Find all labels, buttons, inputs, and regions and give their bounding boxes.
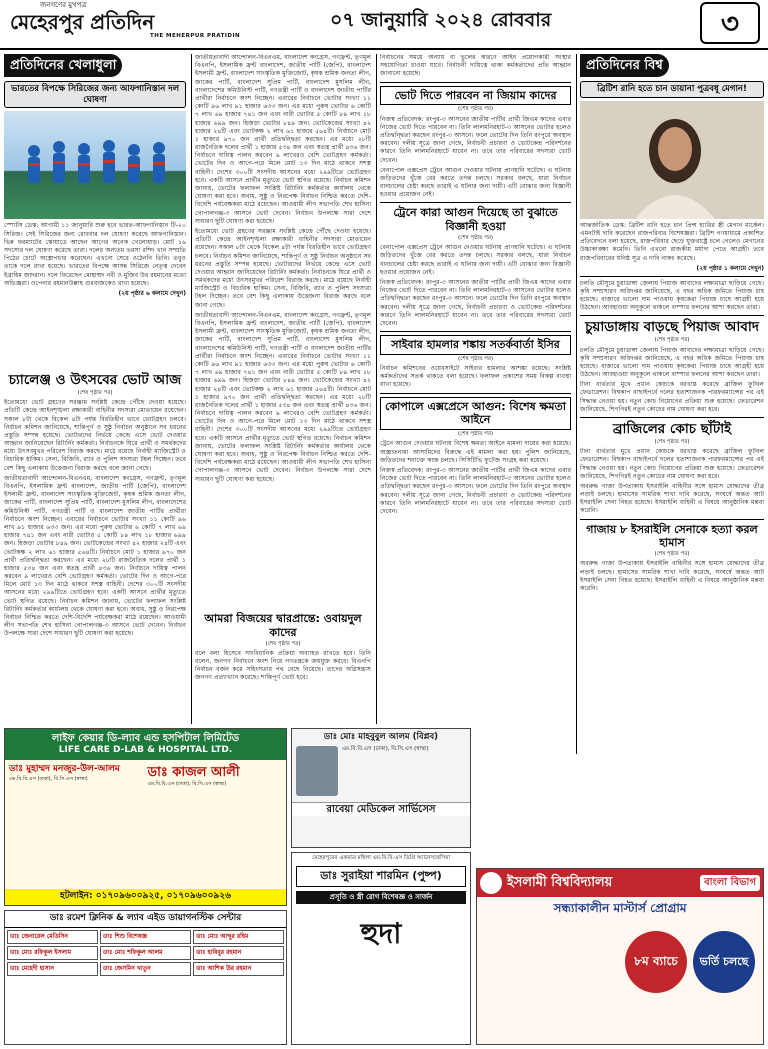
divider: [580, 519, 764, 520]
masthead: [0, 0, 768, 50]
iu-batch-badge: ৮ম ব্যাচে: [625, 931, 687, 993]
ramesh-clinic-ad: [4, 910, 287, 1045]
lifecare-doctors: [5, 760, 286, 792]
iu-department: বাংলা বিভাগ: [700, 875, 760, 890]
doctor-service: রাবেয়া মেডিকেল সার্ভিসেস: [292, 802, 470, 816]
zia-kicker: (শেষ পৃষ্ঠার পর): [457, 106, 493, 113]
newspaper-english-name: THE MEHERPUR PRATIDIN: [150, 33, 241, 39]
world-headline: ব্রিটিশ রানি হতে চান ডায়ানা পুত্রবধূ মেগান!: [580, 81, 764, 98]
challenge-body: ইতোমধ্যে ভোট গ্রহণের সরঞ্জাম সংশ্লিষ্ট কেন্দ্রে পৌঁছে দেওয়া হয়েছে। প্রতিটি কেন্দ্রে আইনশৃঙ্খলা রক্ষাকারী বাহিনীর সদস্যরা মোতায়েন রয়েছেন। সকাল ৮টা থেকে বিকেল ৪টা পর্যন্ত বিরতিহীন ভাবে ভোটগ্রহণ চলবে। নির্বাচন কমিশন জানিয়েছে, শান্তিপূর্ণ ও সুষ্ঠু নির্বাচন অনুষ্ঠানে সব ধরনের প্রস্তুতি সম্পন্ন হয়েছে। ভোটারদের নির্ভয়ে কেন্দ্রে এসে ভোট দেওয়ার আহ্বান জানিয়েছেন রিটার্নিং কর্মকর্তা। নির্বাচনকে ঘিরে প্রার্থী ও সমর্থকদের মধ্যে উৎসবমুখর পরিবেশ বিরাজ করছে। মাঠে রয়েছে নির্বাহী ম্যাজিস্ট্রেট ও বিচারিক হাকিম। সেনা, বিজিবি, র‌্যাব ও পুলিশ সদস্যরা টহল দিচ্ছেন। তবে বেশ কিছু এলাকায় উত্তেজনা বিরাজ করছে বলে জানা গেছে।: [4, 399, 186, 472]
onion-kicker: (শেষ পৃষ্ঠার পর): [654, 337, 690, 344]
lifecare-hospital-ad: [4, 728, 287, 906]
divider: [380, 331, 571, 332]
doctor-name: ডাঃ মোঃ মাহবুবুল আলম (বিপ্লব): [323, 732, 439, 742]
ramesh-doctor: ডাঃ জেসমিন খাতুন: [100, 962, 191, 976]
issue-date: ০৭ জানুয়ারি ২০২৪ রোববার: [330, 9, 552, 31]
doctor-profile-body: [292, 746, 470, 796]
doctor-photo: [296, 746, 338, 796]
kopal-kicker: (শেষ পৃষ্ঠার পর): [457, 431, 493, 438]
winning-article: [191, 612, 371, 724]
suraiya-top: মেহেরপুরের একমাত্র মহিলা এম.বি.বি.এস ডিগ্রি অ্যানেসথেসিয়া: [312, 855, 450, 861]
kopal-body: ট্রেনে আগুন দেওয়ার ঘটনায় বিশেষ ক্ষমতা আইনে মামলা দায়ের করা হয়েছে। অজ্ঞাতনামা আসামিদের বিরুদ্ধে এই মামলা করা হয়। পুলিশ জানিয়েছে, জড়িতদের শনাক্তে কাজ চলছে। সিসিটিভি ফুটেজ সংগ্রহ করা হয়েছে।: [380, 440, 571, 464]
iu-badges: [477, 921, 763, 1003]
divider: [380, 202, 571, 203]
brazil-body-cont: অবরুদ্ধ গাজা উপত্যকায় ইসরাইলি বাহিনীর সঙ্গে হামাস যোদ্ধাদের তীব্র লড়াই চলছে। হামাসের সামরিক শাখা দাবি করেছে, সংঘর্ষে অন্তত আট ইসরাইলি সেনা নিহত হয়েছে। ইসরাইলি বাহিনী এ বিষয়ে আনুষ্ঠানিক মন্তব্য করেনি।: [580, 482, 764, 515]
hamas-kicker: (শেষ পৃষ্ঠার পর): [654, 551, 690, 558]
challenge-kicker: (শেষ পৃষ্ঠার পর): [77, 389, 113, 396]
challenge-body-cont: জাতীয়তাবাদী আন্দোলন-বিএনএম, বাংলাদেশ কংগ্রেস, গণফ্রন্ট, তৃণমূল বিএনপি, ইসলামিক ফ্রন্ট বাংলাদেশ, জাতীয় পার্টি (জেপি), বাংলাদেশ ইসলামী ফ্রন্ট, বাংলাদেশ সাংস্কৃতিক মুক্তিজোট, কৃষক শ্রমিক জনতা লীগ, জাকের পার্টি, বাংলাদেশ সুপ্রিম পার্টি, বাংলাদেশ মুসলিম লীগ, বাংলাদেশের কমিউনিস্ট পার্টি, গণতন্ত্রী পার্টি ও বাংলাদেশ জাতীয় পার্টির প্রার্থীরা নির্বাচনে অংশ নিচ্ছেন। এবারের নির্বাচনে ভোটার সংখ্যা ১১ কোটি ৯৬ লাখ ৯১ হাজার ৬৩৩ জন। এর মধ্যে পুরুষ ভোটার ৬ কোটি ৭ লাখ ৬৯ হাজার ৭৪১ জন এবং নারী ভোটার ৫ কোটি ৮৯ লাখ ১৮ হাজার ৬৯৯ জন। হিজড়া ভোটার ৮৪৯ জন। ভোটকেন্দ্রের সংখ্যা ৪২ হাজার ২৪টি এবং ভোটকক্ষ ২ লাখ ৬১ হাজার ৫৬৪টি। নির্বাচনে মোট ১ হাজার ৯৭০ জন প্রার্থী প্রতিদ্বন্দ্বিতা করছেন। এর মধ্যে ২৮টি রাজনৈতিক দলের প্রার্থী ১ হাজার ৫৩৪ জন এবং স্বতন্ত্র প্রার্থী ৪৩৬ জন। নির্বাচনে দায়িত্ব পালন করবেন ৯ লাখেরও বেশি ভোটগ্রহণ কর্মকর্তা। ভোটের দিন ও আগে-পরে মিলে মোট ১৩ দিন মাঠে থাকবে সশস্ত্র বাহিনী। দেশের ৩০০টি সংসদীয় আসনের মধ্যে ২৯৯টিতে ভোটগ্রহণ হবে। একটি আসনে প্রার্থীর মৃত্যুতে ভোট স্থগিত রয়েছে। নির্বাচন কমিশন জানায়, ভোটের ফলাফল সংশ্লিষ্ট রিটার্নিং কর্মকর্তার কার্যালয় থেকে ঘোষণা করা হবে। অবাধ, সুষ্ঠু ও নিরপেক্ষ নির্বাচন নিশ্চিত করতে দেশি-বিদেশি পর্যবেক্ষকরা মাঠে রয়েছেন। আওয়ামী লীগ সভাপতি শেখ হাসিনা গোপালগঞ্জ-৩ আসনে ভোট দেবেন। নির্বাচন উপলক্ষে সারা দেশে সাধারণ ছুটি ঘোষণা করা হয়েছে।: [4, 474, 186, 638]
world-section: [576, 54, 764, 754]
iu-title: ইসলামী বিশ্ববিদ্যালয়: [507, 875, 613, 891]
iu-header: [477, 869, 763, 897]
hamas-headline: গাজায় ৮ ইসরাইলি সেনাকে হত্যা করল হামাস: [586, 522, 758, 550]
winning-headline: আমরা বিজয়ের দ্বারপ্রান্তে: ওবায়দুল কাদের: [204, 612, 362, 639]
world-body-cont: চলতি মৌসুমে চুয়াডাঙ্গা জেলায় পিয়াজ আবাদের লক্ষ্যমাত্রা ছাড়িয়ে গেছে। কৃষি সম্প্রসারণ অধিদপ্তর জানিয়েছে, এ বছর অধিক জমিতে পিয়াজ চাষ হয়েছে। বাজারে ভালো দাম পাওয়ায় কৃষকেরা পিয়াজ চাষে আগ্রহী হয়ে উঠছেন। আবহাওয়া অনুকূলে থাকলে বাম্পার ফলনের আশা করছেন তারা।: [580, 279, 764, 312]
election-article-body-2: ইতোমধ্যে ভোট গ্রহণের সরঞ্জাম সংশ্লিষ্ট কেন্দ্রে পৌঁছে দেওয়া হয়েছে। প্রতিটি কেন্দ্রে আইনশৃঙ্খলা রক্ষাকারী বাহিনীর সদস্যরা মোতায়েন রয়েছেন। সকাল ৮টা থেকে বিকেল ৪টা পর্যন্ত বিরতিহীন ভাবে ভোটগ্রহণ চলবে। নির্বাচন কমিশন জানিয়েছে, শান্তিপূর্ণ ও সুষ্ঠু নির্বাচন অনুষ্ঠানে সব ধরনের প্রস্তুতি সম্পন্ন হয়েছে। ভোটারদের নির্ভয়ে কেন্দ্রে এসে ভোট দেওয়ার আহ্বান জানিয়েছেন রিটার্নিং কর্মকর্তা। নির্বাচনকে ঘিরে প্রার্থী ও সমর্থকদের মধ্যে উৎসবমুখর পরিবেশ বিরাজ করছে। মাঠে রয়েছে নির্বাহী ম্যাজিস্ট্রেট ও বিচারিক হাকিম। সেনা, বিজিবি, র‌্যাব ও পুলিশ সদস্যরা টহল দিচ্ছেন। তবে বেশ কিছু এলাকায় উত্তেজনা বিরাজ করছে বলে জানা গেছে।: [195, 227, 371, 309]
suraiya-center-name: হুদা: [360, 917, 402, 950]
sports-article-body: স্পোর্টস ডেস্ক: আগামী ১১ জানুয়ারি শুরু হবে ভারত-আফগানিস্তান টি-২০ সিরিজ। সেই সিরিজের জন্য রোববার দল ঘোষণা করেছে আফগানিস্তান। ভিন্ন ফরম্যাটের স্কোয়াডে আছেন আগের অনেক খেলোয়াড়। মোট ১৬ সদস্যের দল ঘোষণা করেছে তারা। দলের অন্যতম ভরসা রশিদ খান সম্প্রতি পিঠের চোটে অস্ত্রোপচার করেছেন। এখনো সেরে ওঠেননি তিনি। তবুও তাকে দলে রাখা হয়েছে। ভারতের বিপক্ষে আসন্ন সিরিজে নেতৃত্ব দেবেন ইব্রাহিম জাদরান। দলে ফিরেছেন মোহাম্মদ নবী ও মুজিব উর রহমানের মতো অভিজ্ঞরা। ওপেনার রহমানউল্লাহ গুরবাজকেও রাখা হয়েছে।: [4, 222, 186, 287]
ramesh-doctor: ডাঃ হাবিবুর রহমান: [193, 946, 284, 960]
zia-body-cont: বেনাপোল এক্সপ্রেস ট্রেনে আগুন দেওয়ার ঘটনায় প্রাণহানি ঘটেছে। এ ঘটনায় জড়িতদের খুঁজে বের করতে তদন্ত চলছে। সরকার বলছে, যারা নির্বাচন বানচালের চেষ্টা করছে তারাই এ ঘটনার জন্য দায়ী। এটি বোঝার জন্য বিজ্ঞানী হওয়ার প্রয়োজন নেই।: [380, 166, 571, 199]
lifecare-doctor-2: [148, 764, 283, 788]
world-body: আন্তর্জাতিক ডেস্ক: ব্রিটিশ রানি হতে চান প্রিন্স হ্যারির স্ত্রী মেগান মার্কেল। এমনটাই দাবি করেছেন রাজপরিবার বিশেষজ্ঞরা। ব্রিটিশ গণমাধ্যমে প্রকাশিত প্রতিবেদনে বলা হয়েছে, রাজপরিবার ছেড়ে যুক্তরাষ্ট্রে চলে গেলেও মেগানের উচ্চাকাঙ্ক্ষা কমেনি। তিনি এখনো রাজকীয় মর্যাদা পেতে আগ্রহী। তবে রাজপরিবারের ঘনিষ্ঠ সূত্র এ দাবি নাকচ করেছে।: [580, 221, 764, 262]
col3-top-body: নির্বাচনের সময়ে অন্যায় বা ভুলের কারণে আইন প্রয়োগকারী সংস্থার সহযোগিতা চাওয়া যাবে। নির্বাচনী দায়িত্বে থাকা কর্মকর্তাদের প্রতি আহ্বান জানানো হয়েছে।: [380, 54, 571, 78]
lifecare-doctor-1-details: এম.বি.বি.এস (ঢাকা), বি.সি.এস (স্বাস্থ্য): [9, 775, 88, 782]
masthead-tagline: জনগণের মুখপত্র: [40, 1, 87, 9]
lifecare-doctor-1-name: ডাঃ মুহাম্মদ মনজুর-উল-আলম: [9, 764, 120, 775]
train-kicker: (শেষ পৃষ্ঠার পর): [457, 234, 493, 241]
challenge-headline: চ্যালেঞ্জ ও উৎসবের ভোট আজ: [8, 372, 182, 388]
ramesh-title: ডাঃ রমেশ ক্লিনিক & ল্যাব এইড ডায়াগনস্টিক সেন্টার: [5, 911, 286, 928]
cyber-body: নির্বাচন কমিশনের ওয়েবসাইটে সাইবার হামলার আশঙ্কা রয়েছে। সংশ্লিষ্ট কর্মকর্তাদের সতর্ক থাকতে বলা হয়েছে। ফলাফল প্রকাশের সময় বিকল্প ব্যবস্থা রাখা হয়েছে।: [380, 365, 571, 389]
brazil-headline: ব্রাজিলের কোচ ছাঁটাই: [612, 421, 732, 437]
election-article-body-3: জাতীয়তাবাদী আন্দোলন-বিএনএম, বাংলাদেশ কংগ্রেস, গণফ্রন্ট, তৃণমূল বিএনপি, ইসলামিক ফ্রন্ট বাংলাদেশ, জাতীয় পার্টি (জেপি), বাংলাদেশ ইসলামী ফ্রন্ট, বাংলাদেশ সাংস্কৃতিক মুক্তিজোট, কৃষক শ্রমিক জনতা লীগ, জাকের পার্টি, বাংলাদেশ সুপ্রিম পার্টি, বাংলাদেশ মুসলিম লীগ, বাংলাদেশের কমিউনিস্ট পার্টি, গণতন্ত্রী পার্টি ও বাংলাদেশ জাতীয় পার্টির প্রার্থীরা নির্বাচনে অংশ নিচ্ছেন। এবারের নির্বাচনে ভোটার সংখ্যা ১১ কোটি ৯৬ লাখ ৯১ হাজার ৬৩৩ জন। এর মধ্যে পুরুষ ভোটার ৬ কোটি ৭ লাখ ৬৯ হাজার ৭৪১ জন এবং নারী ভোটার ৫ কোটি ৮৯ লাখ ১৮ হাজার ৬৯৯ জন। হিজড়া ভোটার ৮৪৯ জন। ভোটকেন্দ্রের সংখ্যা ৪২ হাজার ২৪টি এবং ভোটকক্ষ ২ লাখ ৬১ হাজার ৫৬৪টি। নির্বাচনে মোট ১ হাজার ৯৭০ জন প্রার্থী প্রতিদ্বন্দ্বিতা করছেন। এর মধ্যে ২৮টি রাজনৈতিক দলের প্রার্থী ১ হাজার ৫৩৪ জন এবং স্বতন্ত্র প্রার্থী ৪৩৬ জন। নির্বাচনে দায়িত্ব পালন করবেন ৯ লাখেরও বেশি ভোটগ্রহণ কর্মকর্তা। ভোটের দিন ও আগে-পরে মিলে মোট ১৩ দিন মাঠে থাকবে সশস্ত্র বাহিনী। দেশের ৩০০টি সংসদীয় আসনের মধ্যে ২৯৯টিতে ভোটগ্রহণ হবে। একটি আসনে প্রার্থীর মৃত্যুতে ভোট স্থগিত রয়েছে। নির্বাচন কমিশন জানায়, ভোটের ফলাফল সংশ্লিষ্ট রিটার্নিং কর্মকর্তার কার্যালয় থেকে ঘোষণা করা হবে। অবাধ, সুষ্ঠু ও নিরপেক্ষ নির্বাচন নিশ্চিত করতে দেশি-বিদেশি পর্যবেক্ষকরা মাঠে রয়েছেন। আওয়ামী লীগ সভাপতি শেখ হাসিনা গোপালগঞ্জ-৩ আসনে ভোট দেবেন। নির্বাচন উপলক্ষে সারা দেশে সাধারণ ছুটি ঘোষণা করা হয়েছে।: [195, 311, 371, 483]
train-headline: ট্রেনে কারা আগুন দিয়েছে তা বুঝাতে বিজ্ঞানী হওয়া: [393, 206, 558, 234]
brazil-body: টানা ব্যর্থতার মুখে প্রধান কোচকে বরখাস্ত করেছে ব্রাজিল ফুটবল ফেডারেশন। বিশ্বকাপ বাছাইপর্বে দলের হতাশাজনক পারফরম্যান্সের পর এই সিদ্ধান্ত নেওয়া হয়। নতুন কোচ নিয়োগের প্রক্রিয়া শুরু হয়েছে। ফেডারেশন জানিয়েছে, শিগগিরই নতুন কোচের নাম ঘোষণা করা হবে।: [580, 448, 764, 480]
kopal-headline: কোপালে এক্সপ্রেসে আগুন: বিশেষ ক্ষমতা আইনে: [380, 397, 571, 431]
brazil-kicker: (শেষ পৃষ্ঠার পর): [654, 438, 690, 445]
sports-section-title: প্রতিদিনের খেলাধুলা: [4, 54, 122, 77]
lifecare-hotline: হটলাইন: ০১৭০৯৬০০৯২৫, ০১৭০৯৬০০৯২৬: [5, 889, 286, 905]
cricket-players-illustration: [4, 111, 186, 219]
islamic-university-ad: [476, 868, 764, 1045]
train-body: বেনাপোল এক্সপ্রেস ট্রেনে আগুন দেওয়ার ঘটনায় প্রাণহানি ঘটেছে। এ ঘটনায় জড়িতদের খুঁজে বের করতে তদন্ত চলছে। সরকার বলছে, যারা নির্বাচন বানচালের চেষ্টা করছে তারাই এ ঘটনার জন্য দায়ী। এটি বোঝার জন্য বিজ্ঞানী হওয়ার প্রয়োজন নেই।: [380, 244, 571, 276]
onion-headline: চুয়াডাঙ্গায় বাড়ছে পিয়াজ আবাদ: [585, 319, 759, 336]
newspaper-name: মেহেরপুর প্রতিদিন: [10, 10, 155, 34]
divider: [380, 393, 571, 394]
onion-body-cont: টানা ব্যর্থতার মুখে প্রধান কোচকে বরখাস্ত করেছে ব্রাজিল ফুটবল ফেডারেশন। বিশ্বকাপ বাছাইপর্বে দলের হতাশাজনক পারফরম্যান্সের পর এই সিদ্ধান্ত নেওয়া হয়। নতুন কোচ নিয়োগের প্রক্রিয়া শুরু হয়েছে। ফেডারেশন জানিয়েছে, শিগগিরই নতুন কোচের নাম ঘোষণা করা হবে।: [580, 381, 764, 413]
iu-admission-badge: ভর্তি চলছে: [693, 931, 755, 993]
hamas-body: অবরুদ্ধ গাজা উপত্যকায় ইসরাইলি বাহিনীর সঙ্গে হামাস যোদ্ধাদের তীব্র লড়াই চলছে। হামাসের সামরিক শাখা দাবি করেছে, সংঘর্ষে অন্তত আট ইসরাইলি সেনা নিহত হয়েছে। ইসরাইলি বাহিনী এ বিষয়ে আনুষ্ঠানিক মন্তব্য করেনি।: [580, 560, 764, 592]
lifecare-title-en: LIFE CARE D-LAB & HOSPITAL LTD.: [58, 745, 233, 756]
world-continued: (২য় পৃষ্ঠার ১ কলামে দেখুন): [696, 264, 764, 272]
ramesh-doctor: ডাঃ জেনারেল মেডিসিন: [7, 930, 98, 944]
iu-program: সন্ধ্যাকালীন মাস্টার্স প্রোগ্রাম: [553, 901, 687, 915]
onion-body: চলতি মৌসুমে চুয়াডাঙ্গা জেলায় পিয়াজ আবাদের লক্ষ্যমাত্রা ছাড়িয়ে গেছে। কৃষি সম্প্রসারণ অধিদপ্তর জানিয়েছে, এ বছর অধিক জমিতে পিয়াজ চাষ হয়েছে। বাজারে ভালো দাম পাওয়ায় কৃষকেরা পিয়াজ চাষে আগ্রহী হয়ে উঠছেন। আবহাওয়া অনুকূলে থাকলে বাম্পার ফলনের আশা করছেন তারা।: [580, 346, 764, 379]
lifecare-title: লাইফ কেয়ার ডি-ল্যাব এন্ড হসপিটাল লিমিটেড: [51, 733, 240, 744]
page-number: ৩: [700, 2, 760, 44]
election-article-column: [191, 54, 371, 614]
zia-headline: ভোট দিতে পারবেন না জিয়াম কাদের: [380, 86, 571, 106]
news-column-3: [376, 54, 571, 724]
ramesh-doctor: ডাঃ মেহেদী হাসান: [7, 962, 98, 976]
kopal-body-cont: নিজস্ব প্রতিবেদক: রংপুর-৩ আসনের জাতীয় পার্টির প্রার্থী জিএম কাদের এবার নিজের ভোট দিতে পারবেন না। তিনি লালমনিরহাট-৩ আসনের ভোটার হলেও প্রতিদ্বন্দ্বিতা করছেন রংপুর-৩ আসনে। ফলে ভোটের দিন তিনি রংপুরে অবস্থান করবেন। দলীয় সূত্রে জানা গেছে, নির্বাচনী প্রচারণা ও ভোটকেন্দ্র পরিদর্শনের কারণে তিনি লালমনিরহাটে যাবেন না। তবে তার পরিবারের সদস্যরা ভোট দেবেন।: [380, 466, 571, 515]
sports-headline: ভারতের বিপক্ষে সিরিজের জন্য আফগানিস্তান দল ঘোষণা: [4, 81, 186, 108]
portrait-illustration: [580, 101, 764, 219]
sports-section: [4, 54, 186, 369]
divider: [380, 82, 571, 83]
election-article-body: জাতীয়তাবাদী আন্দোলন-বিএনএম, বাংলাদেশ কংগ্রেস, গণফ্রন্ট, তৃণমূল বিএনপি, ইসলামিক ফ্রন্ট বাংলাদেশ, জাতীয় পার্টি (জেপি), বাংলাদেশ ইসলামী ফ্রন্ট, বাংলাদেশ সাংস্কৃতিক মুক্তিজোট, কৃষক শ্রমিক জনতা লীগ, জাকের পার্টি, বাংলাদেশ সুপ্রিম পার্টি, বাংলাদেশ মুসলিম লীগ, বাংলাদেশের কমিউনিস্ট পার্টি, গণতন্ত্রী পার্টি ও বাংলাদেশ জাতীয় পার্টির প্রার্থীরা নির্বাচনে অংশ নিচ্ছেন। এবারের নির্বাচনে ভোটার সংখ্যা ১১ কোটি ৯৬ লাখ ৯১ হাজার ৬৩৩ জন। এর মধ্যে পুরুষ ভোটার ৬ কোটি ৭ লাখ ৬৯ হাজার ৭৪১ জন এবং নারী ভোটার ৫ কোটি ৮৯ লাখ ১৮ হাজার ৬৯৯ জন। হিজড়া ভোটার ৮৪৯ জন। ভোটকেন্দ্রের সংখ্যা ৪২ হাজার ২৪টি এবং ভোটকক্ষ ২ লাখ ৬১ হাজার ৫৬৪টি। নির্বাচনে মোট ১ হাজার ৯৭০ জন প্রার্থী প্রতিদ্বন্দ্বিতা করছেন। এর মধ্যে ২৮টি রাজনৈতিক দলের প্রার্থী ১ হাজার ৫৩৪ জন এবং স্বতন্ত্র প্রার্থী ৪৩৬ জন। নির্বাচনে দায়িত্ব পালন করবেন ৯ লাখেরও বেশি ভোটগ্রহণ কর্মকর্তা। ভোটের দিন ও আগে-পরে মিলে মোট ১৩ দিন মাঠে থাকবে সশস্ত্র বাহিনী। দেশের ৩০০টি সংসদীয় আসনের মধ্যে ২৯৯টিতে ভোটগ্রহণ হবে। একটি আসনে প্রার্থীর মৃত্যুতে ভোট স্থগিত রয়েছে। নির্বাচন কমিশন জানায়, ভোটের ফলাফল সংশ্লিষ্ট রিটার্নিং কর্মকর্তার কার্যালয় থেকে ঘোষণা করা হবে। অবাধ, সুষ্ঠু ও নিরপেক্ষ নির্বাচন নিশ্চিত করতে দেশি-বিদেশি পর্যবেক্ষকরা মাঠে রয়েছেন। আওয়ামী লীগ সভাপতি শেখ হাসিনা গোপালগঞ্জ-৩ আসনে ভোট দেবেন। নির্বাচন উপলক্ষে সারা দেশে সাধারণ ছুটি ঘোষণা করা হয়েছে।: [195, 54, 371, 225]
winning-kicker: (শেষ পৃষ্ঠার পর): [265, 640, 301, 647]
suraiya-name: ডাঃ সুরাইয়া শারমিন (পুষ্প): [296, 866, 466, 887]
ramesh-doctor: ডাঃ মোঃ রফিকুল ইসলাম: [7, 946, 98, 960]
challenge-article: [4, 372, 186, 722]
ramesh-doctor: ডাঃ মোঃ আব্দুর রহিম: [193, 930, 284, 944]
ramesh-doctor: ডাঃ মোঃ শফিকুল আলম: [100, 946, 191, 960]
lifecare-doctor-1: [9, 764, 144, 788]
suraiya-speciality: প্রসূতি ও স্ত্রী রোগ বিশেষজ্ঞ ও সার্জন: [296, 891, 466, 904]
ramesh-doctor: ডাঃ আশিক উর রহমান: [193, 962, 284, 976]
meghan-photo: [580, 101, 764, 219]
sports-continued: (২য় পৃষ্ঠার ৬ কলামে দেখুন): [118, 289, 186, 297]
divider: [580, 276, 764, 277]
lifecare-doctor-2-name: ডাঃ কাজল আলী: [147, 765, 240, 781]
suraiya-ad: [291, 852, 471, 1045]
train-body-cont: নিজস্ব প্রতিবেদক: রংপুর-৩ আসনের জাতীয় পার্টির প্রার্থী জিএম কাদের এবার নিজের ভোট দিতে পারবেন না। তিনি লালমনিরহাট-৩ আসনের ভোটার হলেও প্রতিদ্বন্দ্বিতা করছেন রংপুর-৩ আসনে। ফলে ভোটের দিন তিনি রংপুরে অবস্থান করবেন। দলীয় সূত্রে জানা গেছে, নির্বাচনী প্রচারণা ও ভোটকেন্দ্র পরিদর্শনের কারণে তিনি লালমনিরহাটে যাবেন না। তবে তার পরিবারের সদস্যরা ভোট দেবেন।: [380, 278, 571, 327]
lifecare-header: [5, 729, 286, 760]
divider: [580, 417, 764, 418]
doctor-degree: এম.বি.বি.এস (ঢাকা), বি.সি.এস (স্বাস্থ্য): [342, 746, 429, 753]
zia-body: নিজস্ব প্রতিবেদক: রংপুর-৩ আসনের জাতীয় পার্টির প্রার্থী জিএম কাদের এবার নিজের ভোট দিতে পারবেন না। তিনি লালমনিরহাট-৩ আসনের ভোটার হলেও প্রতিদ্বন্দ্বিতা করছেন রংপুর-৩ আসনে। ফলে ভোটের দিন তিনি রংপুরে অবস্থান করবেন। দলীয় সূত্রে জানা গেছে, নির্বাচনী প্রচারণা ও ভোটকেন্দ্র পরিদর্শনের কারণে তিনি লালমনিরহাটে যাবেন না। তবে তার পরিবারের সদস্যরা ভোট দেবেন।: [380, 115, 571, 164]
world-section-title: প্রতিদিনের বিশ্ব: [580, 54, 669, 77]
university-logo-icon: [480, 872, 502, 894]
ramesh-doctor-grid: [5, 928, 286, 978]
cricket-team-photo: [4, 111, 186, 219]
cyber-kicker: (শেষ পৃষ্ঠার পর): [457, 355, 493, 362]
lifecare-doctor-2-details: এম.বি.বি.এস (ঢাকা), বি.সি.এস (স্বাস্থ্য): [147, 781, 227, 788]
doctor-profile-ad: [291, 728, 471, 848]
divider: [580, 315, 764, 316]
ramesh-doctor: ডাঃ শিশু বিশেষজ্ঞ: [100, 930, 191, 944]
winning-body: বলে বলা হিসেবে সাংবিধানিক প্রক্রিয়া অব্যাহত রাখতে হবে। তিনি বলেন, জনগণ নির্বাচনে অংশ নিয়ে গণতন্ত্রকে জয়যুক্ত করবে। বিএনপি নির্বাচন বর্জন করে সহিংসতার পথ বেছে নিয়েছে। তাদের অগ্নিসন্ত্রাস জনগণ প্রত্যাখ্যান করেছে। শান্তিপূর্ণ ভোট হবে।: [195, 649, 371, 682]
cyber-headline: সাইবার হামলার শঙ্কায় সতর্কবার্তা ইসির: [380, 335, 571, 355]
